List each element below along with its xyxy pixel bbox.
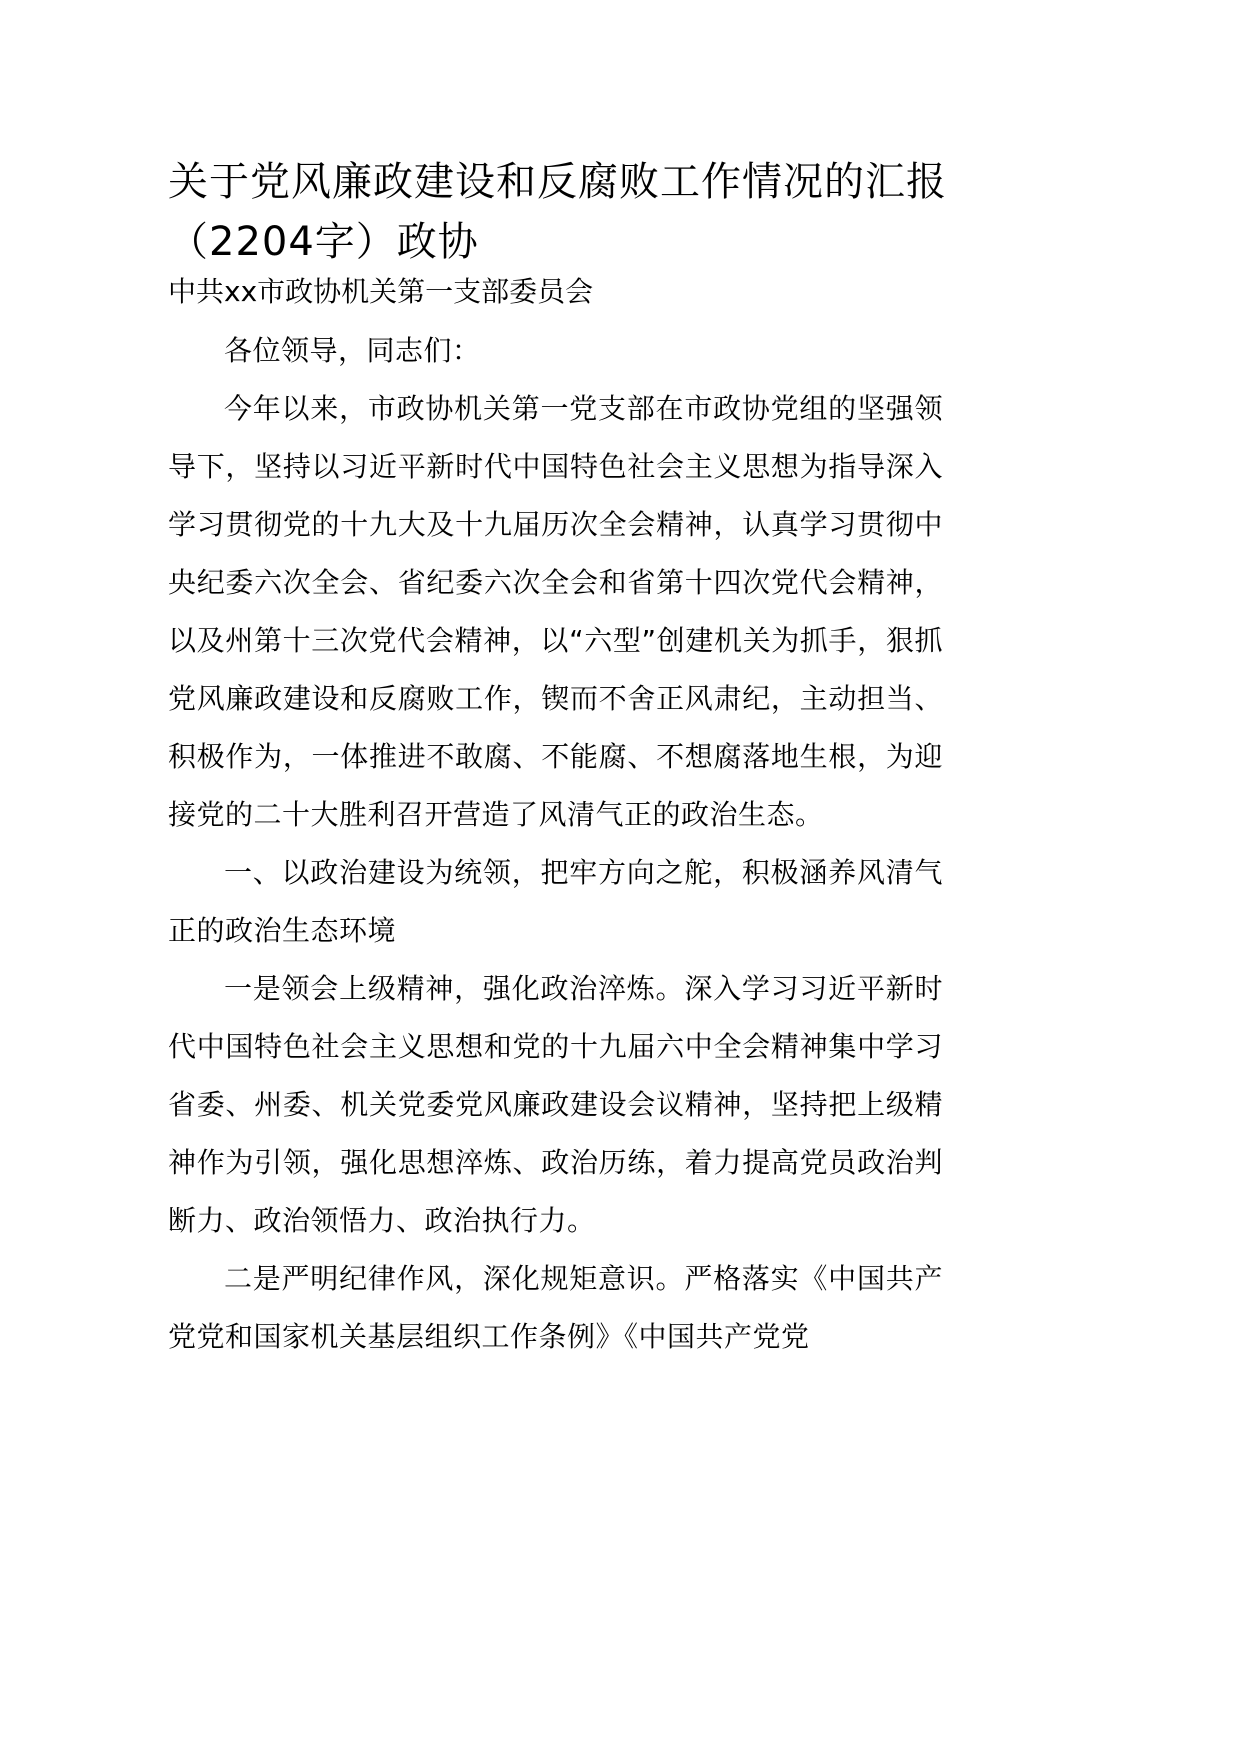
- organization-name: 中共xx市政协机关第一支部委员会: [168, 275, 594, 308]
- paragraph-point-2: 二是严明纪律作风，深化规矩意识。严格落实《中国共产党党和国家机关基层组织工作条例》《中国共产党党: [168, 1262, 943, 1353]
- paragraph-point-1: 一是领会上级精神，强化政治淬炼。深入学习习近平新时代中国特色社会主义思想和党的十九届六中全会精神集中学习省委、州委、机关党委党风廉政建设会议精神，坚持把上级精神作为引领，强化思想淬炼、政治历练，着力提高党员政治判断力、政治领悟力、政治执行力。: [168, 972, 943, 1237]
- section-heading-1: 一、以政治建设为统领，把牢方向之舵，积极涵养风清气正的政治生态环境: [168, 856, 943, 947]
- document-title: 关于党风廉政建设和反腐败工作情况的汇报（2204字）政协: [168, 159, 947, 265]
- intro-paragraph: 今年以来，市政协机关第一党支部在市政协党组的坚强领导下，坚持以习近平新时代中国特色社会主义思想为指导深入学习贯彻党的十九大及十九届历次全会精神，认真学习贯彻中央纪委六次全会、省纪委六次全会和省第十四次党代会精神，以及州第十三次党代会精神，以“六型”创建机关为抓手，狠抓党风廉政建设和反腐败工作，锲而不舍正风肃纪，主动担当、积极作为，一体推进不敢腐、不能腐、不想腐落地生根，为迎接党的二十大胜利召开营造了风清气正的政治生态。: [168, 392, 943, 831]
- salutation: 各位领导，同志们：: [224, 334, 481, 367]
- document-body: [168, 322, 943, 1366]
